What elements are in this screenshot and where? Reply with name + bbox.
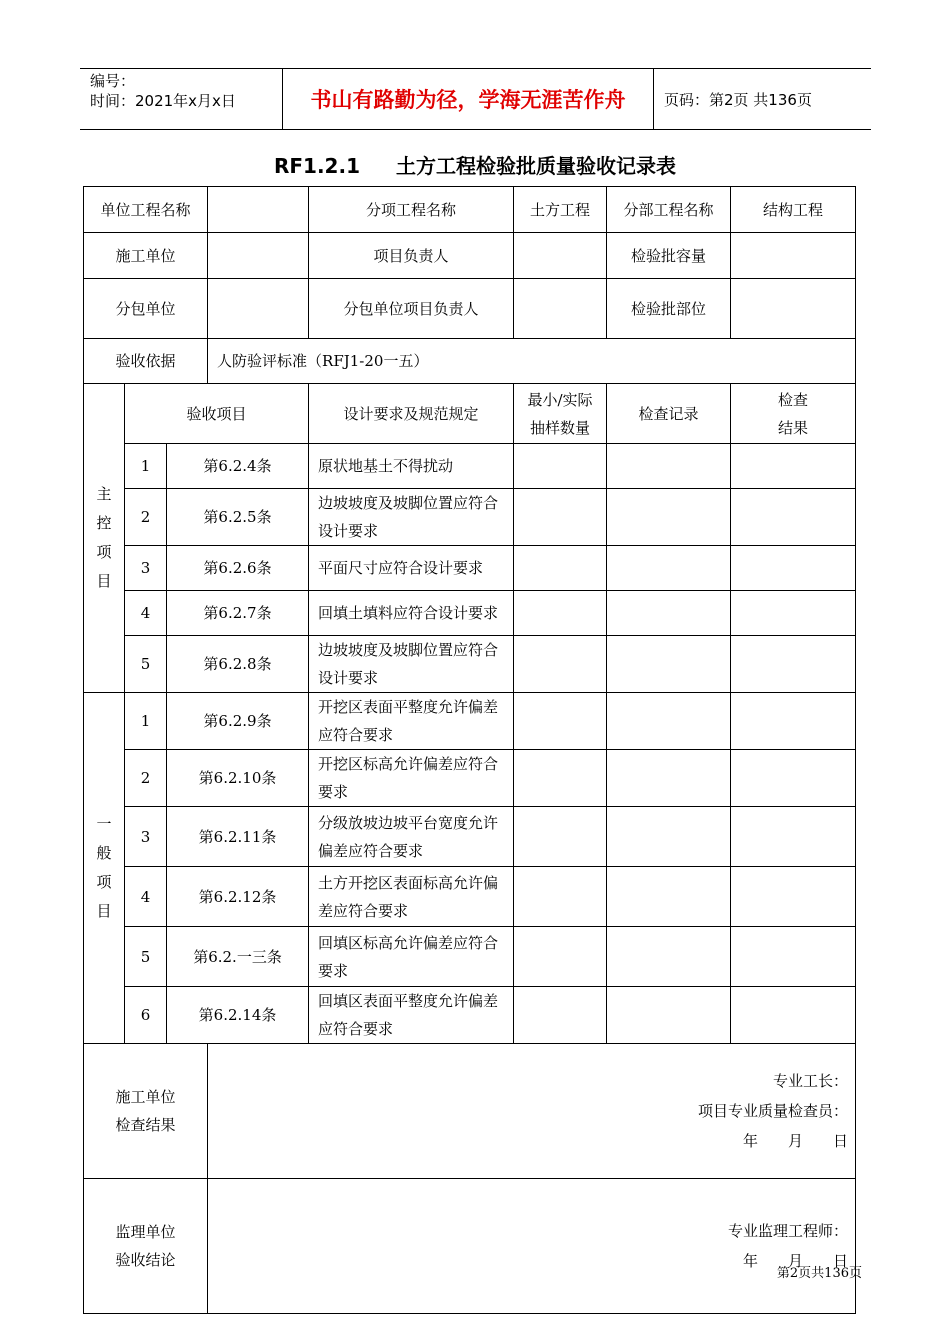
item-record-cell[interactable] (607, 489, 731, 546)
item-sample-cell[interactable] (514, 807, 607, 867)
item-sample-cell[interactable] (514, 591, 607, 636)
main-item-row (84, 444, 856, 489)
item-requirement: 边坡坡度及坡脚位置应符合设计要求 (309, 636, 514, 693)
item-requirement: 回填区标高允许偏差应符合要求 (309, 927, 514, 987)
info-row-3 (84, 279, 856, 339)
item-result-cell[interactable] (731, 693, 856, 750)
main-item-row (84, 546, 856, 591)
item-record-cell[interactable] (607, 636, 731, 693)
unit-project-label: 单位工程名称 (84, 187, 208, 233)
general-item-row (84, 807, 856, 867)
supervisor-check-label-line2: 验收结论 (115, 1251, 176, 1269)
header-motto: 书山有路勤为径，学海无涯苦作舟 (282, 68, 654, 130)
batch-location-label: 检验批部位 (607, 279, 731, 339)
item-clause: 第6.2.9条 (167, 693, 309, 750)
sub-manager-value[interactable] (514, 279, 607, 339)
project-manager-value[interactable] (514, 233, 607, 279)
item-result-cell[interactable] (731, 444, 856, 489)
date-label: 时间：2021年x月x日 (90, 92, 236, 110)
contractor-check-label (84, 1044, 208, 1179)
item-requirement: 开挖区表面平整度允许偏差应符合要求 (309, 693, 514, 750)
item-clause: 第6.2.6条 (167, 546, 309, 591)
contractor-check-row (84, 1044, 856, 1179)
general-item-row (84, 693, 856, 750)
project-manager-label: 项目负责人 (309, 233, 514, 279)
item-record-cell[interactable] (607, 807, 731, 867)
item-clause: 第6.2.5条 (167, 489, 309, 546)
code-label: 编号： (90, 72, 136, 90)
item-clause: 第6.2.一三条 (167, 927, 309, 987)
info-row-1 (84, 187, 856, 233)
batch-location-value[interactable] (731, 279, 856, 339)
item-record-cell[interactable] (607, 591, 731, 636)
item-sample-cell[interactable] (514, 444, 607, 489)
item-no: 1 (125, 693, 167, 750)
general-item-row (84, 750, 856, 807)
header-page-label: 页码：第2页 共136页 (664, 90, 812, 109)
item-requirement: 分级放坡边坡平台宽度允许偏差应符合要求 (309, 807, 514, 867)
batch-capacity-value[interactable] (731, 233, 856, 279)
inspector-signature: 项目专业质量检查员： (698, 1102, 849, 1120)
item-result-cell[interactable] (731, 750, 856, 807)
column-header-row (84, 384, 856, 444)
contractor-check-label-line1: 施工单位 (115, 1088, 176, 1106)
main-item-row (84, 489, 856, 546)
supervisor-check-label-line1: 监理单位 (115, 1223, 176, 1241)
basis-value: 人防验评标准（RFJ1-20一五） (208, 339, 856, 384)
supervisor-date: 年 月 日 (743, 1252, 849, 1270)
general-group-label (84, 693, 125, 1044)
page-header (80, 68, 871, 130)
contractor-date: 年 月 日 (743, 1132, 849, 1150)
sub-item-value[interactable]: 土方工程 (514, 187, 607, 233)
item-result-cell[interactable] (731, 867, 856, 927)
item-no: 1 (125, 444, 167, 489)
sub-item-label: 分项工程名称 (309, 187, 514, 233)
supervisor-check-label (84, 1179, 208, 1314)
inspection-form-table (83, 186, 856, 1314)
col-requirement-header: 设计要求及规范规定 (309, 384, 514, 444)
item-sample-cell[interactable] (514, 750, 607, 807)
item-requirement: 平面尺寸应符合设计要求 (309, 546, 514, 591)
item-no: 4 (125, 591, 167, 636)
item-no: 6 (125, 987, 167, 1044)
main-group-label (84, 384, 125, 693)
item-no: 3 (125, 546, 167, 591)
item-record-cell[interactable] (607, 927, 731, 987)
item-no: 3 (125, 807, 167, 867)
item-clause: 第6.2.12条 (167, 867, 309, 927)
supervisor-check-row (84, 1179, 856, 1314)
info-row-2 (84, 233, 856, 279)
item-sample-cell[interactable] (514, 867, 607, 927)
item-clause: 第6.2.4条 (167, 444, 309, 489)
general-group-text: 一 般 项 目 (96, 815, 112, 920)
item-requirement: 土方开挖区表面标高允许偏差应符合要求 (309, 867, 514, 927)
item-record-cell[interactable] (607, 693, 731, 750)
general-item-row (84, 867, 856, 927)
item-sample-cell[interactable] (514, 987, 607, 1044)
unit-project-value[interactable] (208, 187, 309, 233)
contractor-check-area[interactable] (208, 1044, 856, 1179)
basis-row (84, 339, 856, 384)
item-no: 4 (125, 867, 167, 927)
item-sample-cell[interactable] (514, 489, 607, 546)
col-record-header: 检查记录 (607, 384, 731, 444)
form-code: RF1.2.1 (273, 154, 360, 178)
item-result-cell[interactable] (731, 489, 856, 546)
main-group-text: 主 控 项 目 (96, 485, 112, 590)
item-requirement: 回填土填料应符合设计要求 (309, 591, 514, 636)
item-record-cell[interactable] (607, 750, 731, 807)
basis-label: 验收依据 (84, 339, 208, 384)
contractor-check-label-line2: 检查结果 (115, 1116, 176, 1134)
col-sample-header: 最小/实际抽样数量 (514, 384, 607, 444)
item-sample-cell[interactable] (514, 927, 607, 987)
item-record-cell[interactable] (607, 444, 731, 489)
general-item-row (84, 927, 856, 987)
sub-manager-label: 分包单位项目负责人 (309, 279, 514, 339)
batch-capacity-label: 检验批容量 (607, 233, 731, 279)
item-sample-cell[interactable] (514, 546, 607, 591)
subcontractor-label: 分包单位 (84, 279, 208, 339)
main-item-row (84, 636, 856, 693)
item-result-cell[interactable] (731, 927, 856, 987)
item-clause: 第6.2.14条 (167, 987, 309, 1044)
page-footer: 第2页共136页 (776, 1266, 862, 1281)
item-sample-cell[interactable] (514, 693, 607, 750)
form-name: 土方工程检验批质量验收记录表 (396, 154, 676, 178)
item-result-cell[interactable] (731, 546, 856, 591)
item-record-cell[interactable] (607, 546, 731, 591)
division-label: 分部工程名称 (607, 187, 731, 233)
item-result-cell[interactable] (731, 807, 856, 867)
subcontractor-value[interactable] (208, 279, 309, 339)
item-no: 5 (125, 636, 167, 693)
item-requirement: 回填区表面平整度允许偏差应符合要求 (309, 987, 514, 1044)
item-result-cell[interactable] (731, 987, 856, 1044)
item-requirement: 开挖区标高允许偏差应符合要求 (309, 750, 514, 807)
form-title (0, 150, 950, 179)
item-record-cell[interactable] (607, 987, 731, 1044)
item-result-cell[interactable] (731, 591, 856, 636)
general-item-row (84, 987, 856, 1044)
contractor-value[interactable] (208, 233, 309, 279)
col-result-header: 检查结果 (731, 384, 856, 444)
item-requirement: 边坡坡度及坡脚位置应符合设计要求 (309, 489, 514, 546)
contractor-label: 施工单位 (84, 233, 208, 279)
item-record-cell[interactable] (607, 867, 731, 927)
item-no: 2 (125, 750, 167, 807)
item-clause: 第6.2.8条 (167, 636, 309, 693)
engineer-signature: 专业监理工程师： (728, 1222, 849, 1240)
item-clause: 第6.2.7条 (167, 591, 309, 636)
item-sample-cell[interactable] (514, 636, 607, 693)
item-clause: 第6.2.11条 (167, 807, 309, 867)
item-clause: 第6.2.10条 (167, 750, 309, 807)
header-meta (80, 68, 282, 130)
item-result-cell[interactable] (731, 636, 856, 693)
item-no: 2 (125, 489, 167, 546)
division-value[interactable]: 结构工程 (731, 187, 856, 233)
foreman-signature: 专业工长： (773, 1072, 849, 1090)
item-no: 5 (125, 927, 167, 987)
main-item-row (84, 591, 856, 636)
col-item-header: 验收项目 (125, 384, 309, 444)
item-requirement: 原状地基土不得扰动 (309, 444, 514, 489)
supervisor-check-area[interactable] (208, 1179, 856, 1314)
